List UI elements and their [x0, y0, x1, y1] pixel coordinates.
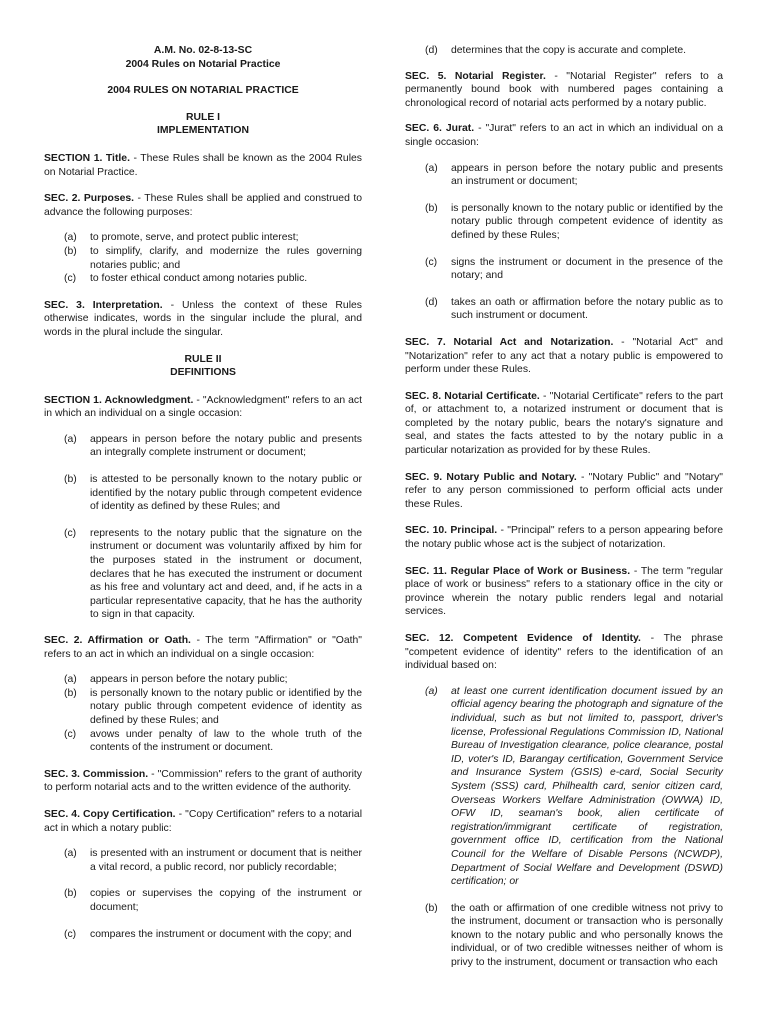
rule1-section-3: SEC. 3. Interpretation. - Unless the context of these Rules otherwise indicates, words in the singular include the plural, and words in the plural include the singular. — [44, 299, 362, 338]
rule-1-heading: RULE I — [185, 111, 221, 123]
list-item: (b) is personally known to the notary public or identified by the notary public through competent evidence of identity as defined by these Rules; — [425, 202, 723, 241]
left-column — [44, 44, 362, 941]
rule2-section-4-list — [44, 847, 362, 941]
rule2-section-2-list — [44, 673, 362, 755]
rule2-section-8: SEC. 8. Notarial Certificate. - "Notarial Certificate" refers to the part of, or attachment to, a notarized instrument or document that is completed by the notary public, bears the notary's signature and seal, and states the facts attested to by the notary public in a particular notarization as provided for by these Rules. — [405, 390, 724, 457]
rule2-section-7: SEC. 7. Notarial Act and Notarization. - "Notarial Act" and "Notarization" refer to any act that a notary public is empowered to perform under these Rules. — [405, 336, 723, 376]
rule2-section-11: SEC. 11. Regular Place of Work or Business. - The term "regular place of work or business" refers to a stationary office in the city or province wherein the notary public renders legal and notarial services. — [405, 565, 723, 618]
rule1-section-2-list — [44, 231, 362, 285]
rule-1-subheading: IMPLEMENTATION — [157, 125, 249, 137]
am-number: A.M. No. 02-8-13-SC — [153, 45, 253, 56]
list-item: (a) appears in person before the notary public and presents an instrument or document; — [425, 162, 723, 188]
list-item: (c) avows under penalty of law to the whole truth of the contents of the instrument or document. — [64, 728, 362, 754]
rule-2-heading: RULE II — [184, 353, 222, 365]
list-item: (a) appears in person before the notary public and presents an integrally complete instrument or document; — [64, 433, 362, 459]
rule2-section-1: SECTION 1. Acknowledgment. - "Acknowledgment" refers to an act in which an individual on a single occasion: — [44, 394, 362, 420]
rule1-section-2: SEC. 2. Purposes. - These Rules shall be applied and construed to advance the following purposes: — [44, 193, 362, 218]
list-item: (a) to promote, serve, and protect public interest; — [64, 232, 299, 244]
rule2-section-12: SEC. 12. Competent Evidence of Identity. - The phrase "competent evidence of identity" refers to the identification of an individual based on: — [405, 633, 723, 672]
rule2-section-1-list — [44, 433, 362, 622]
list-item: (c) compares the instrument or document with the copy; and — [64, 928, 352, 940]
rule2-section-2: SEC. 2. Affirmation or Oath. - The term "Affirmation" or "Oath" refers to an act in which an individual on a single occasion: — [44, 635, 362, 660]
list-item: (b) copies or supervises the copying of the instrument or document; — [64, 888, 362, 913]
rule2-section-12-list — [405, 685, 723, 970]
document-subtitle: 2004 Rules on Notarial Practice — [125, 58, 281, 70]
list-item: (a) is presented with an instrument or document that is neither a vital record, a public record, nor publicly recordable; — [64, 848, 362, 873]
rule2-section-6-list — [405, 162, 723, 323]
list-item: (c) signs the instrument or document in the presence of the notary; and — [425, 256, 723, 282]
rule2-section-6: SEC. 6. Jurat. - "Jurat" refers to an act in which an individual on a single occasion: — [405, 123, 723, 148]
list-item: (b) is attested to be personally known to the notary public or identified by the notary public through competent evidence of identity as defined by these Rules; and — [64, 474, 362, 513]
rule2-section-4: SEC. 4. Copy Certification. - "Copy Certification" refers to a notarial act in which a notary public: — [44, 808, 363, 834]
list-item: (c) to foster ethical conduct among notaries public. — [64, 273, 308, 285]
list-item: (a) at least one current identification document issued by an official agency bearing the photograph and signature of the individual, such as but not limited to, passport, driver's license, Professional Regulations Commission ID, National Bureau of Investigation clearance, police clearance, postal ID, voter's ID, Barangay certification, Government Service and Insurance System (GSIS) e-card, Social Security System (SSS) card, Philhealth card, senior citizen card, Overseas Workers Welfare Administration (OWWA) ID, OFW ID, seaman's book, alien certificate of registration/immigrant certificate of registration, government office ID, certification from the National Council for the Welfare of Disable Persons (NCWDP), Department of Social Welfare and Development (DSWD) certification; or — [425, 685, 723, 888]
list-item: (d) takes an oath or affirmation before the notary public as to such instrument or document. — [425, 296, 723, 322]
rule2-section-10: SEC. 10. Principal. - "Principal" refers to a person appearing before the notary public whose act is the subject of notarization. — [405, 525, 723, 551]
list-item: (d) determines that the copy is accurate and complete. — [425, 45, 687, 56]
list-item: (a) appears in person before the notary public; — [64, 674, 288, 686]
rule1-section-1: SECTION 1. Title. - These Rules shall be known as the 2004 Rules on Notarial Practice. — [44, 152, 362, 178]
right-column — [405, 44, 723, 970]
list-item: (b) the oath or affirmation of one credible witness not privy to the instrument, document or transaction who is personally known to the notary public and who personally knows the individual, or of two credible witnesses neither of whom is privy to the instrument, document or transaction who each — [425, 902, 723, 969]
list-item: (b) to simplify, clarify, and modernize the rules governing notaries public; and — [64, 245, 362, 271]
document-title: 2004 RULES ON NOTARIAL PRACTICE — [107, 85, 299, 97]
rule-2-subheading: DEFINITIONS — [170, 367, 236, 379]
rule2-section-5: SEC. 5. Notarial Register. - "Notarial Register" refers to a permanently bound book with numbered pages containing a chronological record of notarial acts performed by a notary public. — [405, 70, 723, 109]
list-item: (b) is personally known to the notary public or identified by the notary public through competent evidence of identity as defined by these Rules; and — [64, 687, 362, 726]
list-item: (c) represents to the notary public that the signature on the instrument or document was voluntarily affixed by him for the purposes stated in the instrument or document, declares that he has executed the instrument or document as his free and voluntary act and deed, and, if he acts in a particular representative capacity, that he has the authority to sign in that capacity. — [64, 527, 362, 621]
rule2-section-9: SEC. 9. Notary Public and Notary. - "Notary Public" and "Notary" refer to any person commissioned to perform official acts under these Rules. — [405, 471, 723, 510]
rule2-section-3: SEC. 3. Commission. - "Commission" refers to the grant of authority to perform notarial acts and to the written evidence of the authority. — [44, 768, 362, 794]
